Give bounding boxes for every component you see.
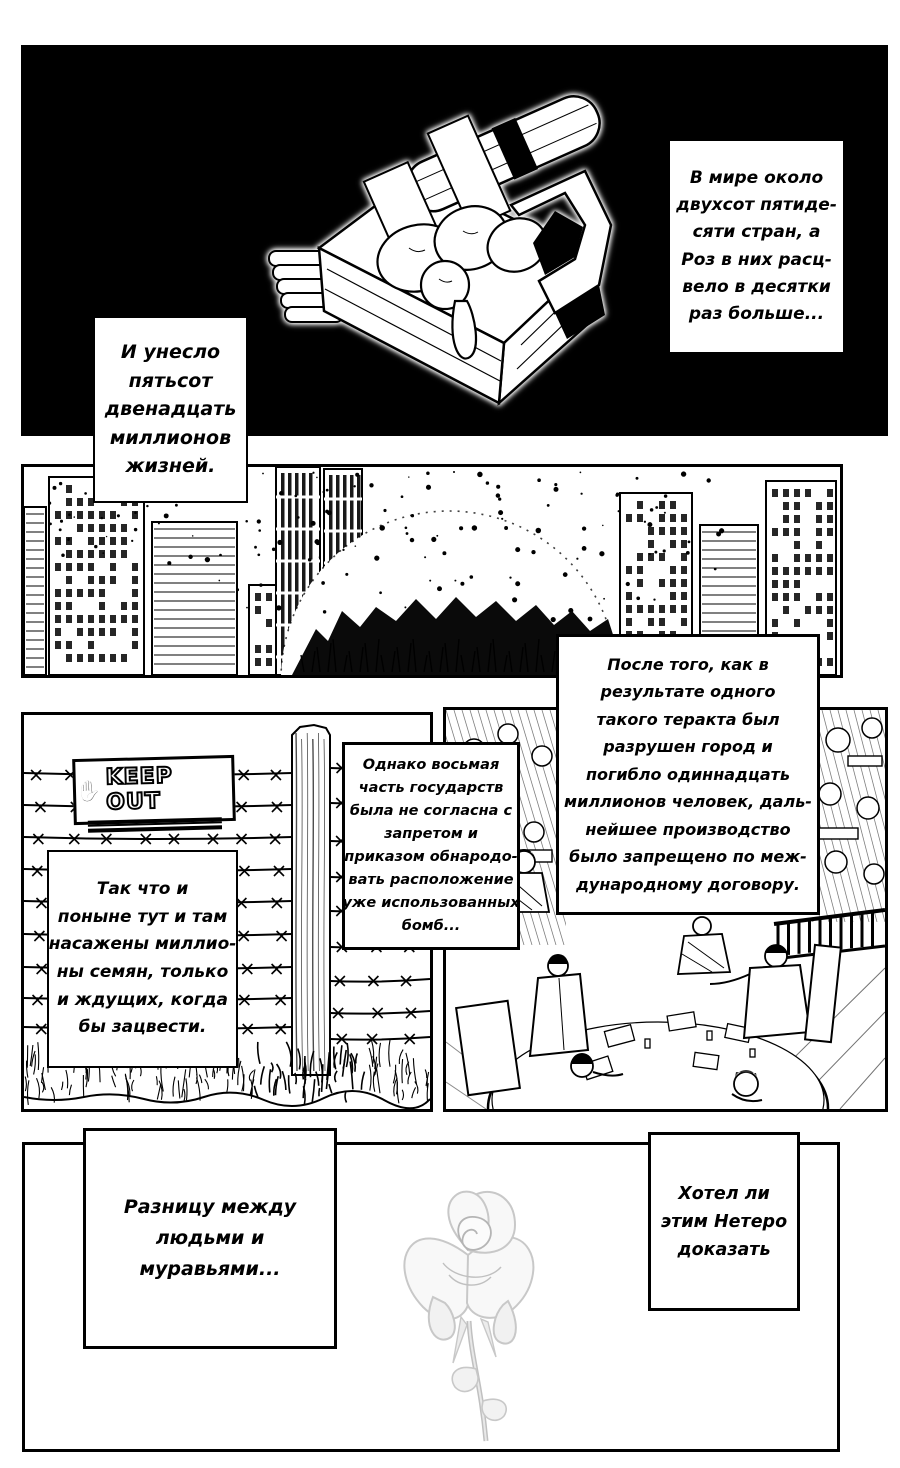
caption-dissenting-states: Однако восьмая часть государств была не согласна с запретом и приказом обнародо- вать расположение уже использованных бомб... [342, 742, 520, 950]
caption-difference: Разницу между людьми и муравьями... [83, 1128, 337, 1349]
keep-out-sign [72, 755, 236, 825]
bomb-illustration [249, 53, 629, 423]
rose-illustration [363, 1155, 573, 1445]
hand-icon: ✋ [75, 778, 102, 804]
caption-planted-seeds: Так что и поныне тут и там насажены миллио- ны семян, только и ждущих, когда бы зацвести. [47, 850, 238, 1068]
caption-treaty-ban: После того, как в результате одного такого теракта был разрушен город и погибло одиннадцать миллионов человек, даль- нейшее производство было запрещено по меж- дународному договору. [556, 634, 820, 915]
caption-world-roses: В мире около двухсот пятиде- сяти стран, а Роз в них расц- вело в десятки раз больше... [670, 141, 843, 352]
caption-lives-lost: И унесло пятьсот двенадцать миллионов жизней. [93, 316, 248, 503]
caption-netero: Хотел ли этим Нетеро доказать [648, 1132, 800, 1311]
wooden-post [292, 725, 330, 1075]
keep-out-label: KEEP OUT [105, 763, 174, 816]
